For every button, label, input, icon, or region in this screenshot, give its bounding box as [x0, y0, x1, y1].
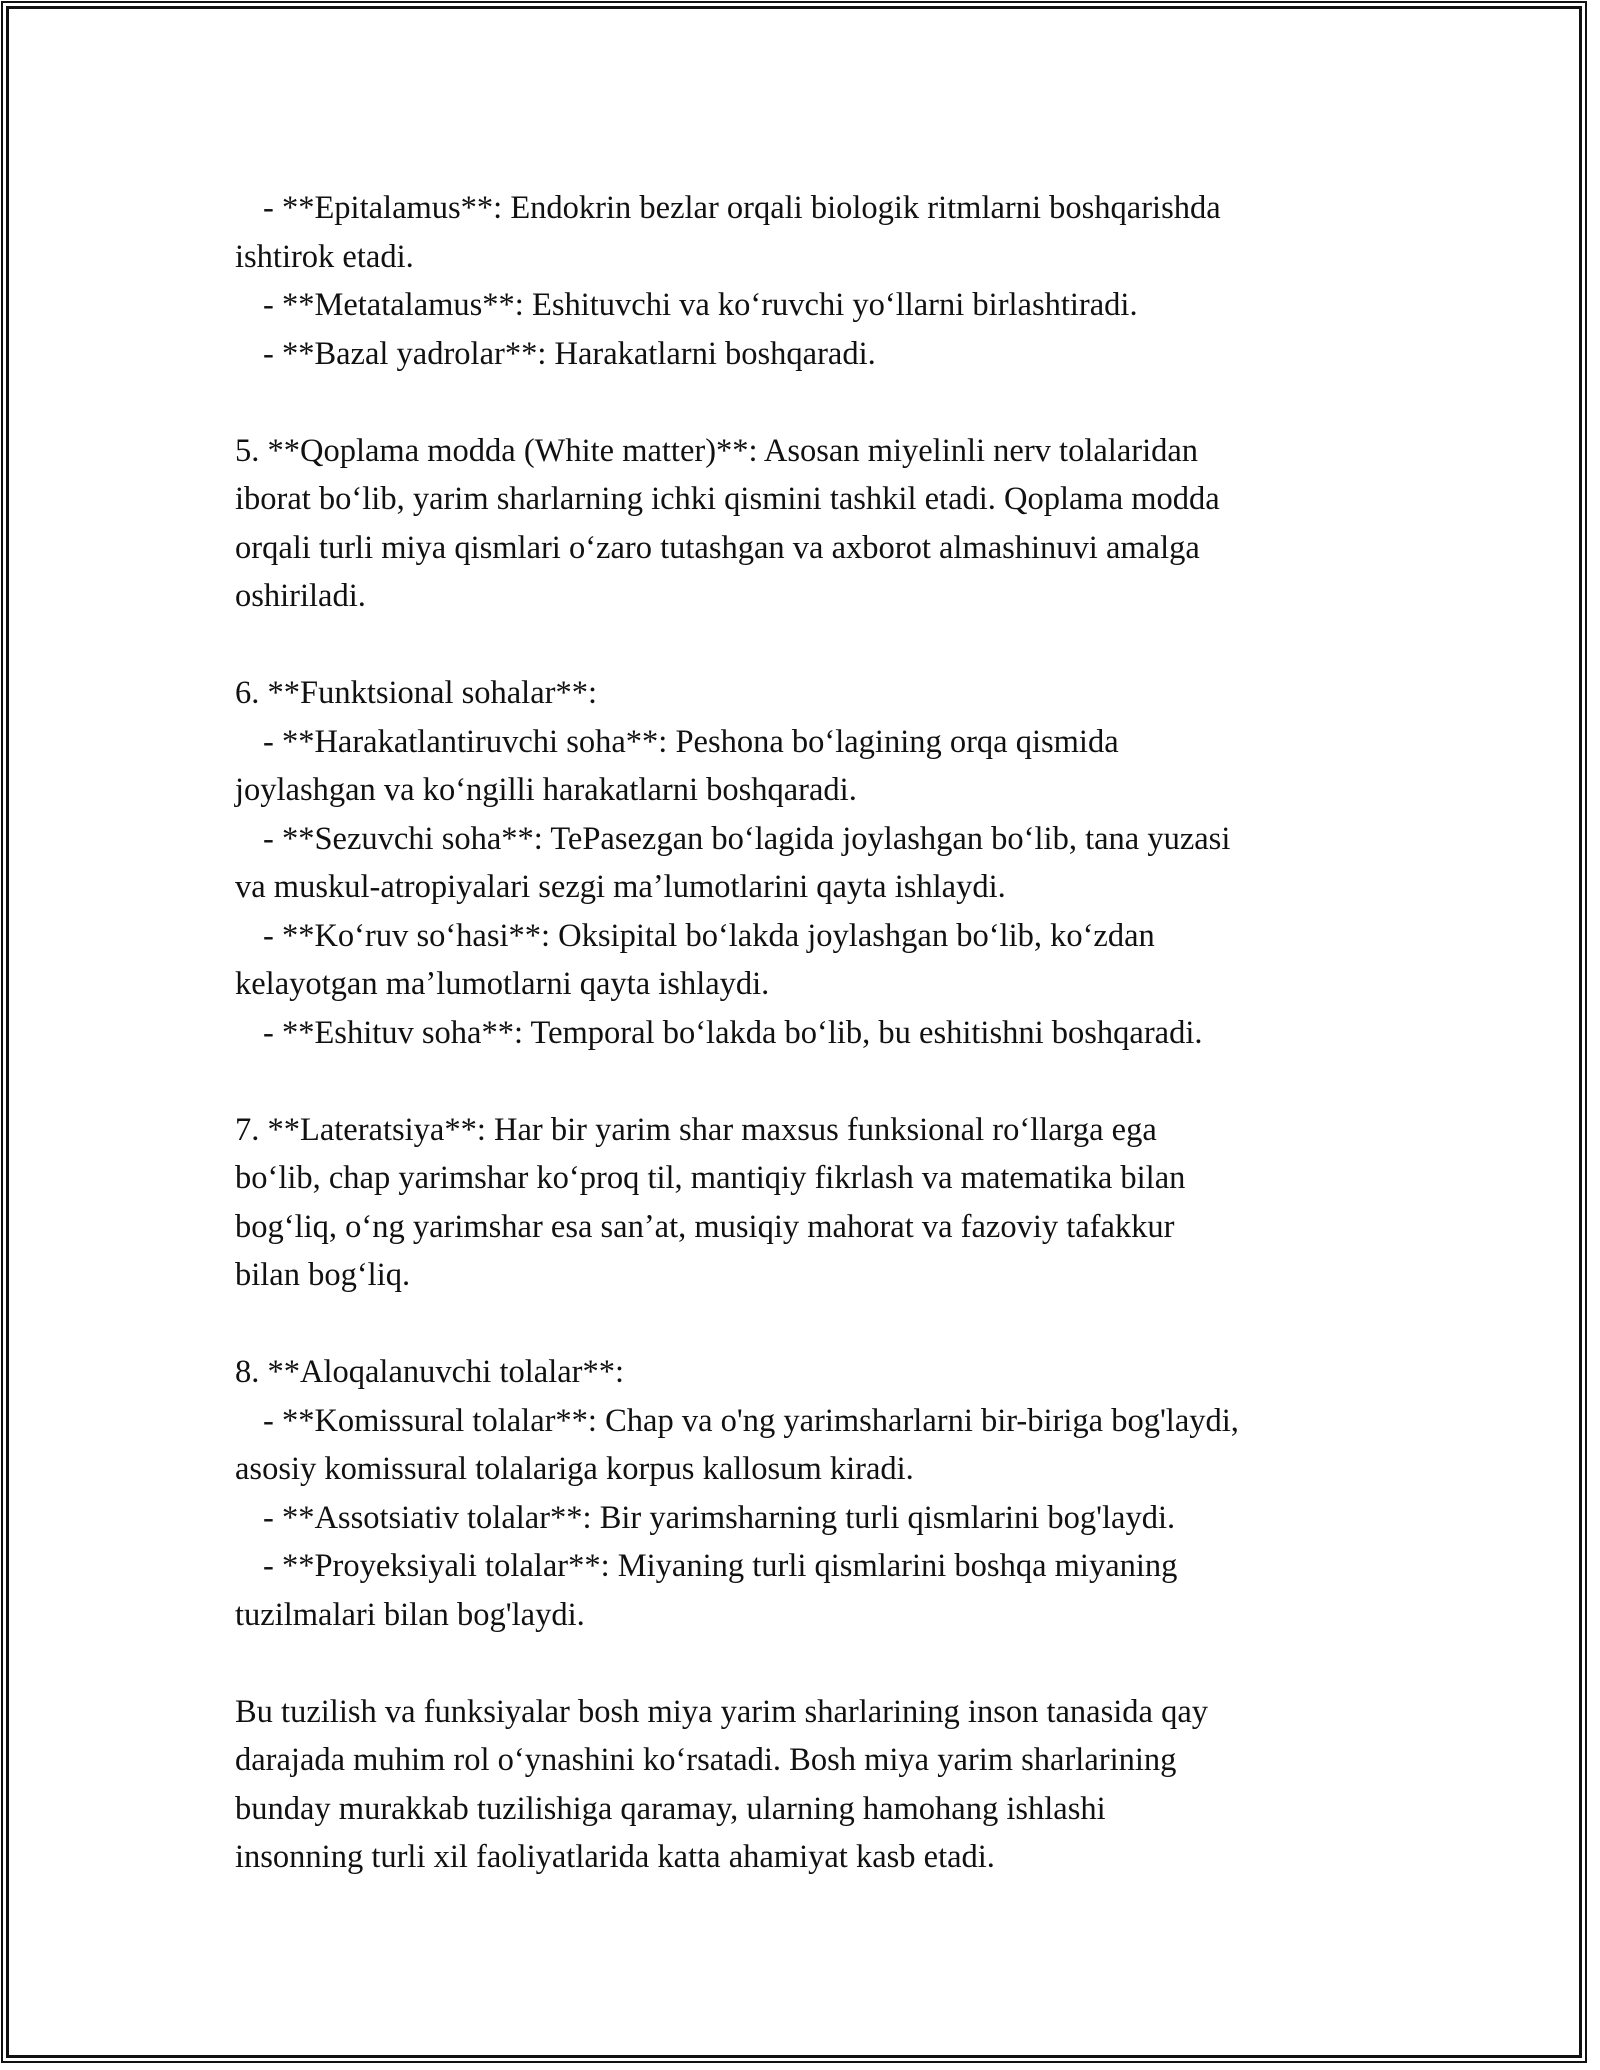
text-line: - **Epitalamus**: Endokrin bezlar orqali biologik ritmlarni boshqarishda — [263, 190, 1221, 226]
paragraph-item7 — [235, 1106, 1385, 1300]
text-line: - **Koʻruv soʻhasi**: Oksipital boʻlakda joylashgan boʻlib, koʻzdan — [263, 917, 1155, 954]
text-line: asosiy komissural tolalariga korpus kallosum kiradi. — [235, 1451, 914, 1487]
paragraph-item8 — [235, 1348, 1385, 1397]
text-line: 6. **Funktsional sohalar**: — [235, 675, 597, 711]
document-body — [235, 184, 1385, 1882]
paragraph-komissural — [235, 1397, 1385, 1494]
text-line: bunday murakkab tuzilishiga qaramay, ularning hamohang ishlashi — [235, 1790, 1106, 1827]
paragraph-sezuvchi — [235, 815, 1385, 912]
text-line: boʻlib, chap yarimshar koʻproq til, mantiqiy fikrlash va matematika bilan — [235, 1160, 1186, 1196]
text-line: oshiriladi. — [235, 578, 366, 614]
text-line: darajada muhim rol oʻynashini koʻrsatadi. Bosh miya yarim sharlarining — [235, 1742, 1177, 1778]
text-line: - **Komissural tolalar**: Chap va o'ng yarimsharlarni bir-biriga bog'laydi, — [263, 1402, 1239, 1439]
paragraph-gap — [235, 1057, 1385, 1106]
text-line: joylashgan va koʻngilli harakatlarni boshqaradi. — [235, 772, 857, 808]
text-line: ishtirok etadi. — [235, 238, 414, 275]
paragraph-metatalamus — [235, 281, 1385, 330]
paragraph-epitalamus — [235, 184, 1385, 281]
text-line: insonning turli xil faoliyatlarida katta ahamiyat kasb etadi. — [235, 1839, 995, 1875]
text-line: 7. **Lateratsiya**: Har bir yarim shar maxsus funksional roʻllarga ega — [235, 1111, 1157, 1148]
text-line: orqali turli miya qismlari oʻzaro tutashgan va axborot almashinuvi amalga — [235, 529, 1200, 566]
text-line: va muskul-atropiyalari sezgi maʼlumotlarini qayta ishlaydi. — [235, 869, 1006, 905]
paragraph-gap — [235, 1300, 1385, 1349]
text-line: - **Metatalamus**: Eshituvchi va koʻruvchi yoʻllarni birlashtiradi. — [263, 287, 1138, 323]
text-line: Bu tuzilish va funksiyalar bosh miya yarim sharlarining inson tanasida qay — [235, 1693, 1209, 1730]
paragraph-harakat — [235, 718, 1385, 815]
text-line: tuzilmalari bilan bog'laydi. — [235, 1596, 585, 1633]
text-line: iborat boʻlib, yarim sharlarning ichki qismini tashkil etadi. Qoplama modda — [235, 481, 1220, 517]
text-line: - **Bazal yadrolar**: Harakatlarni boshqaradi. — [263, 335, 876, 372]
paragraph-gap — [235, 621, 1385, 670]
paragraph-gap — [235, 378, 1385, 427]
text-line: - **Harakatlantiruvchi soha**: Peshona boʻlagining orqa qismida — [263, 723, 1119, 760]
text-line: - **Eshituv soha**: Temporal boʻlakda boʻlib, bu eshitishni boshqaradi. — [263, 1014, 1203, 1051]
paragraph-gap — [235, 1639, 1385, 1688]
text-line: - **Assotsiativ tolalar**: Bir yarimsharning turli qismlarini bog'laydi. — [263, 1499, 1176, 1536]
paragraph-conclusion — [235, 1688, 1385, 1882]
text-line: bilan bogʻliq. — [235, 1257, 411, 1293]
text-line: kelayotgan maʼlumotlarni qayta ishlaydi. — [235, 966, 770, 1002]
text-line: 8. **Aloqalanuvchi tolalar**: — [235, 1354, 625, 1390]
paragraph-proyeksiyali — [235, 1542, 1385, 1639]
paragraph-assotsiativ — [235, 1494, 1385, 1543]
paragraph-item6 — [235, 669, 1385, 718]
paragraph-bazal — [235, 330, 1385, 379]
text-line: - **Proyeksiyali tolalar**: Miyaning turli qismlarini boshqa miyaning — [263, 1548, 1178, 1584]
text-line: 5. **Qoplama modda (White matter)**: Asosan miyelinli nerv tolalaridan — [235, 432, 1199, 469]
paragraph-item5 — [235, 427, 1385, 621]
text-line: bogʻliq, oʻng yarimshar esa sanʼat, musiqiy mahorat va fazoviy tafakkur — [235, 1208, 1175, 1245]
paragraph-eshituv — [235, 1009, 1385, 1058]
text-line: - **Sezuvchi soha**: TePasezgan boʻlagida joylashgan boʻlib, tana yuzasi — [263, 820, 1231, 857]
paragraph-koruv — [235, 912, 1385, 1009]
